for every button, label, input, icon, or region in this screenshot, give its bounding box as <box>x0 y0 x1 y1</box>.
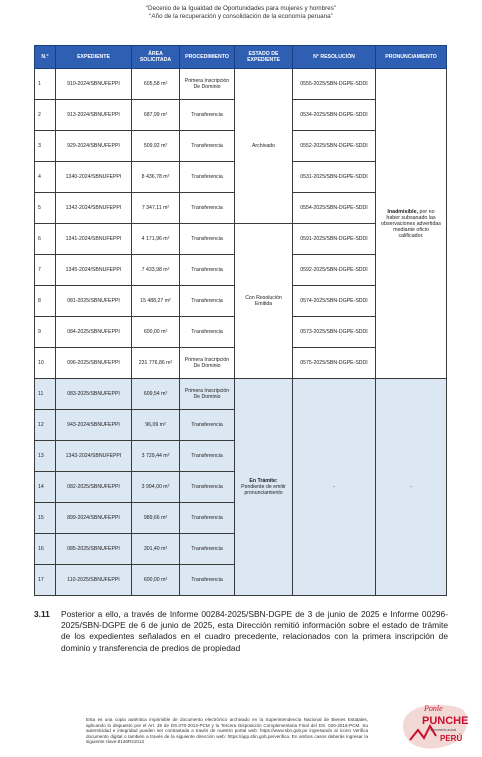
expediente-cell: 1343-2024/SBNUFEPPI <box>56 441 132 472</box>
row-number: 5 <box>35 193 56 224</box>
procedimiento-cell: Transferencia <box>180 255 235 286</box>
procedimiento-cell: Transferencia <box>180 410 235 441</box>
row-number: 9 <box>35 317 56 348</box>
expediente-cell: 1345-2024/SBNUFEPPI <box>56 255 132 286</box>
row-number: 3 <box>35 131 56 162</box>
area-cell: 989,66 m² <box>132 503 180 534</box>
resolucion-cell: 0575-2025/SBN-DGPE-SDDI <box>293 348 376 379</box>
row-number: 15 <box>35 503 56 534</box>
row-number: 11 <box>35 379 56 410</box>
paragraph-3-11 <box>34 609 448 654</box>
expediente-cell: 1341-2024/SBNUFEPPI <box>56 224 132 255</box>
header-line-1: “Decenio de la Igualdad de Oportunidades para mujeres y hombres” <box>145 5 337 12</box>
resolucion-cell: 0574-2025/SBN-DGPE-SDDI <box>293 286 376 317</box>
pronunciamiento-text: por no haber subsanado las observaciones advertidas mediante oficio calificador. <box>380 208 442 239</box>
resolucion-cell: 0552-2025/SBN-DGPE-SDDI <box>293 131 376 162</box>
area-cell: 609,54 m² <box>132 379 180 410</box>
logo-text-punche: PUNCHE <box>422 715 469 727</box>
col-header-expediente: EXPEDIENTE <box>56 46 132 69</box>
procedimiento-cell: Transferencia <box>180 286 235 317</box>
pronunciamiento-bold: Inadmisible, <box>387 208 419 215</box>
resolucion-cell: 0531-2025/SBN-DGPE-SDDI <box>293 162 376 193</box>
row-number: 10 <box>35 348 56 379</box>
procedimiento-cell: Transferencia <box>180 224 235 255</box>
expediente-cell: 910-2024/SBNUFEPPI <box>56 69 132 100</box>
expediente-cell: 899-2024/SBNUFEPPI <box>56 503 132 534</box>
procedimiento-cell: Transferencia <box>180 503 235 534</box>
row-number: 8 <box>35 286 56 317</box>
col-header-number: N.° <box>35 46 56 69</box>
paragraph-text: Posterior a ello, a través de Informe 00284-2025/SBN-DGPE de 3 de junio de 2025 e Informe 00296-2025/SBN-DGPE de 6 de junio de 2025, esta Dirección remitió información sobre el estado de trámite de los expedientes señalados en el cuadro precedente, relacionados con la primera inscripción de dominio y transferencia de predios de propiedad <box>61 609 448 653</box>
row-number: 13 <box>35 441 56 472</box>
row-number: 14 <box>35 472 56 503</box>
area-cell: 301,40 m² <box>132 534 180 565</box>
area-cell: 605,58 m² <box>132 69 180 100</box>
area-cell: 509,92 m² <box>132 131 180 162</box>
ponle-punche-peru-logo <box>400 700 472 754</box>
expediente-cell: 110-2025/SBNUFEPPI <box>56 565 132 596</box>
area-cell: 7 433,98 m² <box>132 255 180 286</box>
procedimiento-cell: Primera Inscripción De Dominio <box>180 379 235 410</box>
area-cell: 231 776,86 m² <box>132 348 180 379</box>
expedientes-table <box>34 45 447 596</box>
col-header-procedimiento: PROCEDIMIENTO <box>180 46 235 69</box>
row-number: 4 <box>35 162 56 193</box>
resolucion-cell: 0534-2025/SBN-DGPE-SDDI <box>293 100 376 131</box>
procedimiento-cell: Primera Inscripción De Dominio <box>180 69 235 100</box>
estado-archivado-cell: Archivado <box>235 69 293 224</box>
expediente-cell: 084-2025/SBNUFEPPI <box>56 317 132 348</box>
estado-tramite-cell <box>235 379 293 596</box>
expediente-cell: 082-2025/SBNUFEPPI <box>56 472 132 503</box>
resolucion-cell: 0554-2025/SBN-DGPE-SDDI <box>293 193 376 224</box>
logo-text-ponle: Ponle <box>424 704 443 713</box>
area-cell: 7 347,11 m² <box>132 193 180 224</box>
area-cell: 3 994,00 m² <box>132 472 180 503</box>
footer-verification-note: Esta es una copia auténtica imprimible de documento electrónico archivado en la Superintendencia Nacional de Bienes Estatales, aplicando lo dispuesto por el Art. 25 de DS.070-2013-PCM y la Tercera Disposición Complementaria Final del DS. 026-2016-PCM. Su autenticidad e integridad pueden ser contrastada a través de nuestro portal web: https://www.sbn.gob.pe ingresando al ícono Verifica documento digital o también a través de la siguiente dirección web: https://app.sbn.gob.pe/verifica. En ambos casos deberás ingresar la siguiente clave:8146R21013 <box>86 717 368 745</box>
procedimiento-cell: Transferencia <box>180 441 235 472</box>
estado-tramite-text: Pendiente de emitir pronunciamiento <box>241 484 286 496</box>
area-cell: 4 171,96 m² <box>132 224 180 255</box>
area-cell: 600,00 m² <box>132 565 180 596</box>
expediente-cell: 1340-2024/SBNUFEPPI <box>56 162 132 193</box>
expediente-cell: 943-2024/SBNUFEPPI <box>56 410 132 441</box>
resolucion-cell: 0573-2025/SBN-DGPE-SDDI <box>293 317 376 348</box>
row-number: 6 <box>35 224 56 255</box>
table-header-row <box>35 46 447 69</box>
estado-tramite-bold: En Trámite: <box>249 478 278 484</box>
row-number: 7 <box>35 255 56 286</box>
col-header-resolucion: N° RESOLUCIÓN <box>293 46 376 69</box>
col-header-area: ÁREA SOLICITADA <box>132 46 180 69</box>
expediente-cell: 1342-2024/SBNUFEPPI <box>56 193 132 224</box>
expediente-cell: 085-2025/SBNUFEPPI <box>56 534 132 565</box>
row-number: 16 <box>35 534 56 565</box>
procedimiento-cell: Primera Inscripción De Dominio <box>180 348 235 379</box>
area-cell: 600,00 m² <box>132 317 180 348</box>
logo-text-peru: PERÚ <box>440 734 463 743</box>
pronunciamiento-dash-cell: - <box>376 379 447 596</box>
col-header-pronunciamiento: PRONUNCIAMIENTO <box>376 46 447 69</box>
document-header <box>0 5 482 20</box>
col-header-estado: ESTADO DE EXPEDIENTE <box>235 46 293 69</box>
area-cell: 15 488,27 m² <box>132 286 180 317</box>
procedimiento-cell: Transferencia <box>180 131 235 162</box>
row-number: 2 <box>35 100 56 131</box>
logo-text-subtitle: al momento actual <box>430 728 457 732</box>
header-line-2: “Año de la recuperación y consolidación de la economía peruana” <box>149 12 333 20</box>
area-cell: 687,99 m² <box>132 100 180 131</box>
estado-resolucion-cell: Con Resolución Emitida <box>235 224 293 379</box>
table-row <box>35 379 447 410</box>
procedimiento-cell: Transferencia <box>180 565 235 596</box>
expediente-cell: 081-2025/SBNUFEPPI <box>56 286 132 317</box>
row-number: 1 <box>35 69 56 100</box>
procedimiento-cell: Transferencia <box>180 193 235 224</box>
expediente-cell: 913-2024/SBNUFEPPI <box>56 100 132 131</box>
expediente-cell: 096-2025/SBNUFEPPI <box>56 348 132 379</box>
table-row <box>35 69 447 100</box>
row-number: 12 <box>35 410 56 441</box>
area-cell: 8 436,78 m² <box>132 162 180 193</box>
area-cell: 3 729,44 m² <box>132 441 180 472</box>
expediente-cell: 929-2024/SBNUFEPPI <box>56 131 132 162</box>
procedimiento-cell: Transferencia <box>180 472 235 503</box>
resolucion-cell: 0591-2025/SBN-DGPE-SDDI <box>293 224 376 255</box>
area-cell: 96,09 m² <box>132 410 180 441</box>
paragraph-number: 3.11 <box>34 609 50 619</box>
procedimiento-cell: Transferencia <box>180 162 235 193</box>
resolucion-cell: 0555-2025/SBN-DGPE-SDDI <box>293 69 376 100</box>
row-number: 17 <box>35 565 56 596</box>
resolucion-cell: 0592-2025/SBN-DGPE-SDDI <box>293 255 376 286</box>
resolucion-dash-cell: - <box>293 379 376 596</box>
expediente-cell: 083-2025/SBNUFEPPI <box>56 379 132 410</box>
pronunciamiento-cell <box>376 69 447 379</box>
procedimiento-cell: Transferencia <box>180 100 235 131</box>
procedimiento-cell: Transferencia <box>180 317 235 348</box>
procedimiento-cell: Transferencia <box>180 534 235 565</box>
